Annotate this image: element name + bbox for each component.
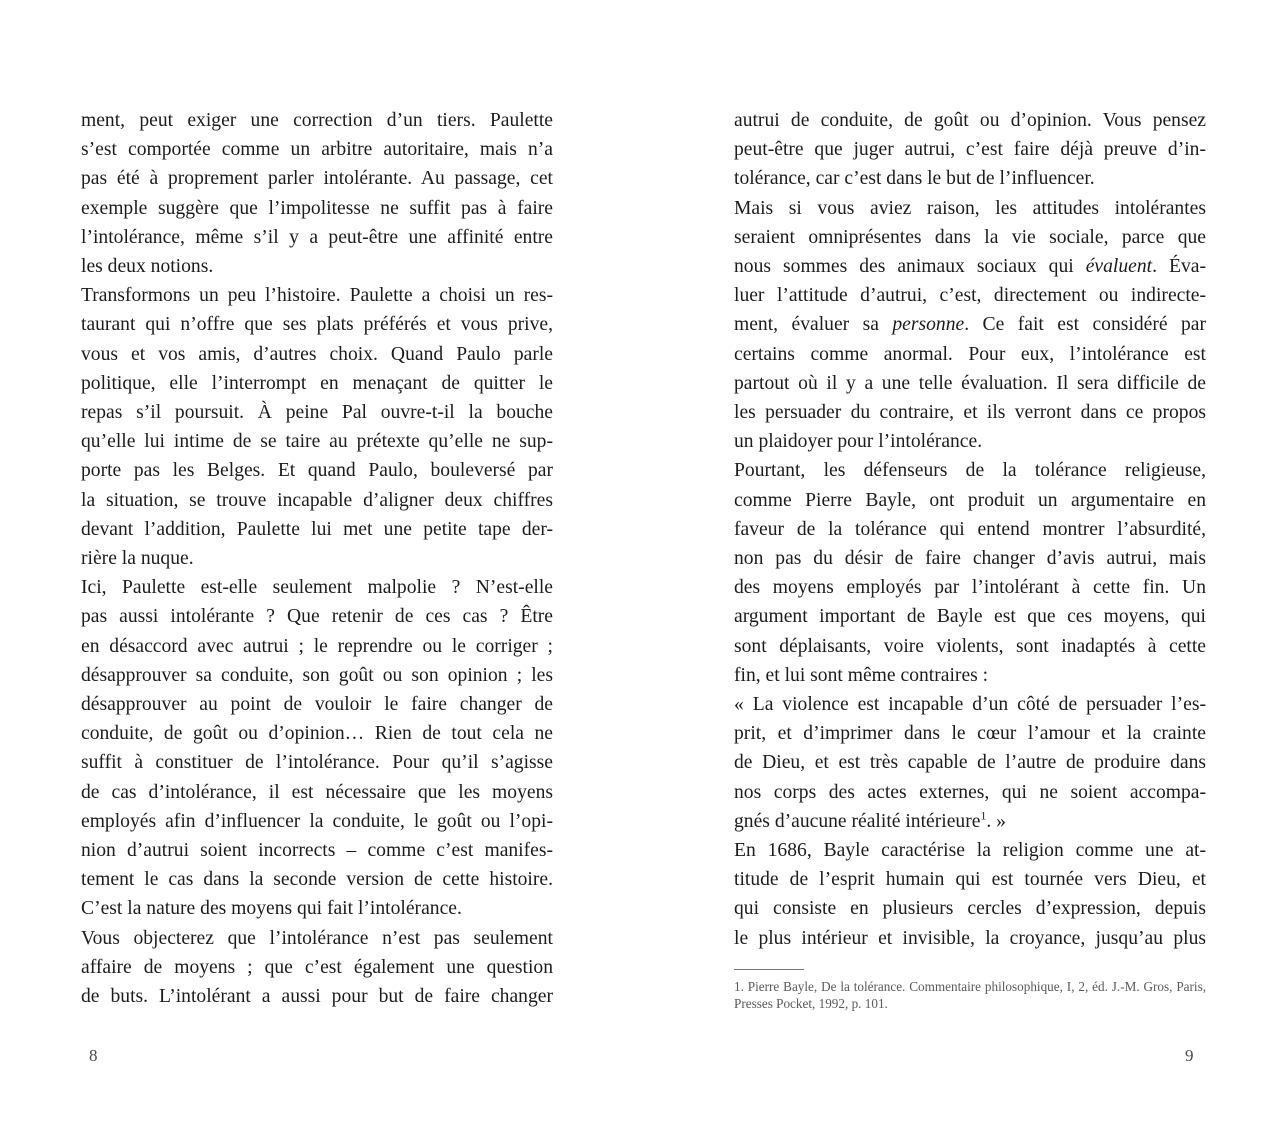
text-line: autrui de conduite, de goût ou d’opinion. Vous pensez	[734, 110, 1206, 131]
paragraph	[81, 573, 553, 923]
paragraph	[734, 690, 1206, 836]
text-line: qui consiste en plusieurs cercles d’expression, depuis	[734, 898, 1206, 920]
text-line: nion d’autrui soient incorrects – comme c’est manifes-	[81, 840, 553, 862]
paragraph	[734, 194, 1206, 457]
footnote-ref: 1	[980, 809, 987, 823]
text-line: de Dieu, et est très capable de l’autre de produire dans	[734, 752, 1206, 774]
text-line: fin, et lui sont même contraires :	[734, 664, 989, 686]
text-line: Ici, Paulette est-elle seulement malpolie ? N’est-elle	[81, 577, 553, 599]
text-line: de buts. L’intolérant a aussi pour but de faire changer	[81, 986, 553, 1008]
text-line: rière la nuque.	[81, 548, 194, 570]
text-line: non pas du désir de faire changer d’avis autrui, mais	[734, 548, 1206, 570]
text-line: gnés d’aucune réalité intérieure$^1$. »	[734, 809, 1006, 832]
text-line: titude de l’esprit humain qui est tournée vers Dieu, et	[734, 869, 1206, 891]
text-line: les persuader du contraire, et ils verront dans ce propos	[734, 402, 1206, 424]
text-line: « La violence est incapable d’un côté de persuader l’es-	[734, 694, 1206, 716]
text-line: argument important de Bayle est que ces moyens, qui	[734, 606, 1206, 628]
text-line: vous et vos amis, d’autres choix. Quand Paulo parle	[81, 343, 553, 365]
text-line: tement le cas dans la seconde version de cette histoire.	[81, 869, 553, 891]
text-line: peut-être que juger autrui, c’est faire déjà preuve d’in-	[734, 139, 1206, 161]
text-line: ment, évaluer sa personne. Ce fait est considéré par	[734, 314, 1207, 336]
text-line: de cas d’intolérance, il est nécessaire que les moyens	[81, 781, 553, 803]
page-number-right: 9	[1185, 1046, 1194, 1065]
text-line: comme Pierre Bayle, ont produit un argumentaire en	[734, 489, 1206, 511]
paragraph	[81, 924, 553, 1012]
text-line: nous sommes des animaux sociaux qui évaluent. Éva-	[734, 256, 1206, 278]
text-line: porte pas les Belges. Et quand Paulo, bouleversé par	[81, 460, 553, 482]
text-line: désapprouver au point de vouloir le faire changer de	[81, 694, 553, 716]
text-line: l’intolérance, même s’il y a peut-être une affinité entre	[81, 226, 553, 248]
text-line: Mais si vous aviez raison, les attitudes intolérantes	[734, 197, 1206, 219]
text-line: Pourtant, les défenseurs de la tolérance religieuse,	[734, 460, 1206, 482]
text-line: nos corps des actes externes, qui ne soient accompa-	[734, 781, 1206, 803]
paragraph	[81, 281, 553, 573]
text-line: partout où il y a une telle évaluation. Il sera difficile de	[734, 372, 1206, 394]
left-text-column	[81, 106, 553, 1011]
text-line: conduite, de goût ou d’opinion… Rien de tout cela ne	[81, 723, 553, 745]
paragraph	[734, 106, 1206, 194]
text-line: un plaidoyer pour l’intolérance.	[734, 431, 983, 453]
text-line: faveur de la tolérance qui entend montrer l’absurdité,	[734, 518, 1206, 540]
text-line: des moyens employés par l’intolérant à cette fin. Un	[734, 577, 1206, 599]
text-line: exemple suggère que l’impolitesse ne suffit pas à faire	[81, 197, 553, 219]
text-line: devant l’addition, Paulette lui met une petite tape der-	[81, 518, 553, 540]
text-line: C’est la nature des moyens qui fait l’intolérance.	[81, 898, 462, 920]
text-line: sont déplaisants, voire violents, sont inadaptés à cette	[734, 635, 1206, 657]
page-number-left: 8	[89, 1046, 98, 1065]
footnote: 1. Pierre Bayle, De la tolérance. Commentaire philosophique, I, 2, éd. J.-M. Gros, Paris, Presses Pocket, 1992, p. 101.	[734, 979, 1206, 1011]
text-line: prit, et d’imprimer dans le cœur l’amour et la crainte	[734, 723, 1206, 745]
text-line: s’est comportée comme un arbitre autoritaire, mais n’a	[81, 139, 553, 161]
text-line: repas s’il poursuit. À peine Pal ouvre-t-il la bouche	[81, 402, 553, 424]
text-line: politique, elle l’interrompt en menaçant de quitter le	[81, 372, 553, 394]
text-line: En 1686, Bayle caractérise la religion comme une at-	[734, 840, 1206, 862]
text-line: Vous objecterez que l’intolérance n’est pas seulement	[81, 927, 553, 949]
text-line: Transformons un peu l’histoire. Paulette a choisi un res-	[81, 285, 553, 307]
text-line: les deux notions.	[81, 256, 214, 278]
text-line: employés afin d’influencer la conduite, le goût ou l’opi-	[81, 810, 553, 832]
text-line: pas aussi intolérante ? Que retenir de ces cas ? Être	[81, 606, 553, 628]
text-line: tolérance, car c’est dans le but de l’influencer.	[734, 168, 1095, 190]
right-page	[643, 0, 1286, 1125]
paragraph	[734, 456, 1206, 690]
text-line: taurant qui n’offre que ses plats préférés et vous prive,	[81, 314, 553, 336]
paragraph	[81, 106, 553, 281]
footnote-separator	[734, 969, 804, 970]
text-line: seraient omniprésentes dans la vie sociale, parce que	[734, 226, 1206, 248]
text-line: ment, peut exiger une correction d’un tiers. Paulette	[81, 110, 553, 131]
text-line: certains comme anormal. Pour eux, l’intolérance est	[734, 343, 1206, 365]
text-line: la situation, se trouve incapable d’aligner deux chiffres	[81, 489, 553, 511]
paragraph	[734, 836, 1206, 953]
text-line: pas été à proprement parler intolérante. Au passage, cet	[81, 168, 553, 190]
text-line: désapprouver sa conduite, son goût ou son opinion ; les	[81, 664, 553, 686]
text-line: qu’elle lui intime de se taire au prétexte qu’elle ne sup-	[81, 431, 553, 453]
right-text-column	[734, 106, 1206, 953]
text-line: en désaccord avec autrui ; le reprendre ou le corriger ;	[81, 635, 553, 657]
text-line: le plus intérieur et invisible, la croyance, jusqu’au plus	[734, 927, 1206, 949]
text-line: luer l’attitude d’autrui, c’est, directement ou indirecte-	[734, 285, 1206, 307]
text-line: affaire de moyens ; que c’est également une question	[81, 956, 553, 978]
text-line: suffit à constituer de l’intolérance. Pour qu’il s’agisse	[81, 752, 553, 774]
